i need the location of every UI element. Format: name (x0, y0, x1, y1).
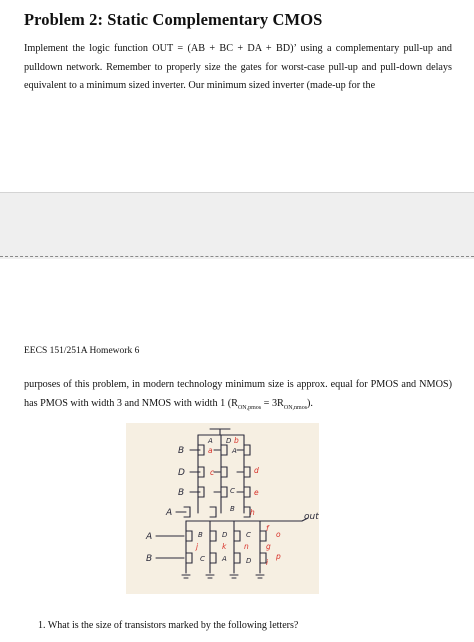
circuit-gate-label: A (222, 555, 227, 563)
circuit-transistor-letter: e (254, 488, 259, 497)
circuit-transistor-letter: c (210, 468, 215, 477)
circuit-transistor-letter: o (276, 530, 281, 539)
circuit-out-label: out (304, 512, 319, 522)
problem-paragraph-1: Implement the logic function OUT = (AB + BC + DA + BD)’ using a complementary pull-up and pulldown network. Remember to properly size the gates for worst-case pull-up and pull-down delays equivalent to a minimum sized inverter. Our minimum sized inverter (made-up for the (24, 43, 452, 91)
circuit-gate-label: A (208, 437, 213, 445)
circuit-diagram (126, 423, 319, 594)
circuit-input-label: B (146, 554, 153, 564)
problem-title: Problem 2: Static Complementary CMOS (24, 10, 323, 29)
problem-paragraph-2 (24, 376, 452, 417)
circuit-transistor-letter: h (250, 508, 255, 517)
question-1: 1. What is the size of transistors marked by the following letters? (38, 620, 299, 631)
circuit-gate-label: C (200, 555, 205, 563)
para2-sub-nmos: ON,nmos (283, 404, 308, 411)
circuit-transistor-letter: b (234, 436, 239, 445)
para2-text-end: ). (307, 397, 313, 409)
page-top-section (0, 0, 474, 192)
circuit-transistor-letter: k (222, 542, 227, 551)
circuit-gate-label: A (232, 447, 237, 455)
circuit-gate-label: D (246, 557, 252, 565)
circuit-gate-label: C (246, 531, 251, 539)
circuit-input-label: B (178, 488, 185, 498)
page-gap (0, 192, 474, 259)
circuit-gate-label: C (230, 487, 235, 495)
circuit-gate-label: D (222, 531, 228, 539)
circuit-input-label: A (166, 508, 173, 518)
circuit-input-label: D (178, 468, 185, 478)
para2-text-mid: = 3R (261, 397, 284, 409)
circuit-gate-label: D (226, 437, 232, 445)
circuit-image (126, 423, 319, 594)
circuit-gate-label: B (198, 531, 203, 539)
circuit-transistor-letter: g (266, 542, 271, 551)
circuit-transistor-letter: d (254, 466, 259, 475)
para2-sub-pmos: ON,pmos (237, 404, 262, 411)
page-header: EECS 151/251A Homework 6 (24, 346, 140, 356)
circuit-transistor-letter: a (208, 446, 213, 455)
circuit-transistor-letter: p (276, 552, 281, 561)
circuit-transistor-letter: j (196, 542, 199, 551)
circuit-gate-label: B (230, 505, 235, 513)
para2-text-start: purposes of this problem, in modern technology minimum size is approx. equal for PMOS and NMOS) has PMOS with width 3 and NMOS with width 1 (R (24, 379, 452, 409)
page-break-divider (0, 256, 474, 257)
circuit-transistor-letter: n (244, 542, 249, 551)
circuit-input-label: A (146, 532, 153, 542)
circuit-transistor-letter: f (266, 524, 269, 533)
circuit-input-label: B (178, 446, 185, 456)
circuit-transistor-letter: i (266, 558, 269, 567)
